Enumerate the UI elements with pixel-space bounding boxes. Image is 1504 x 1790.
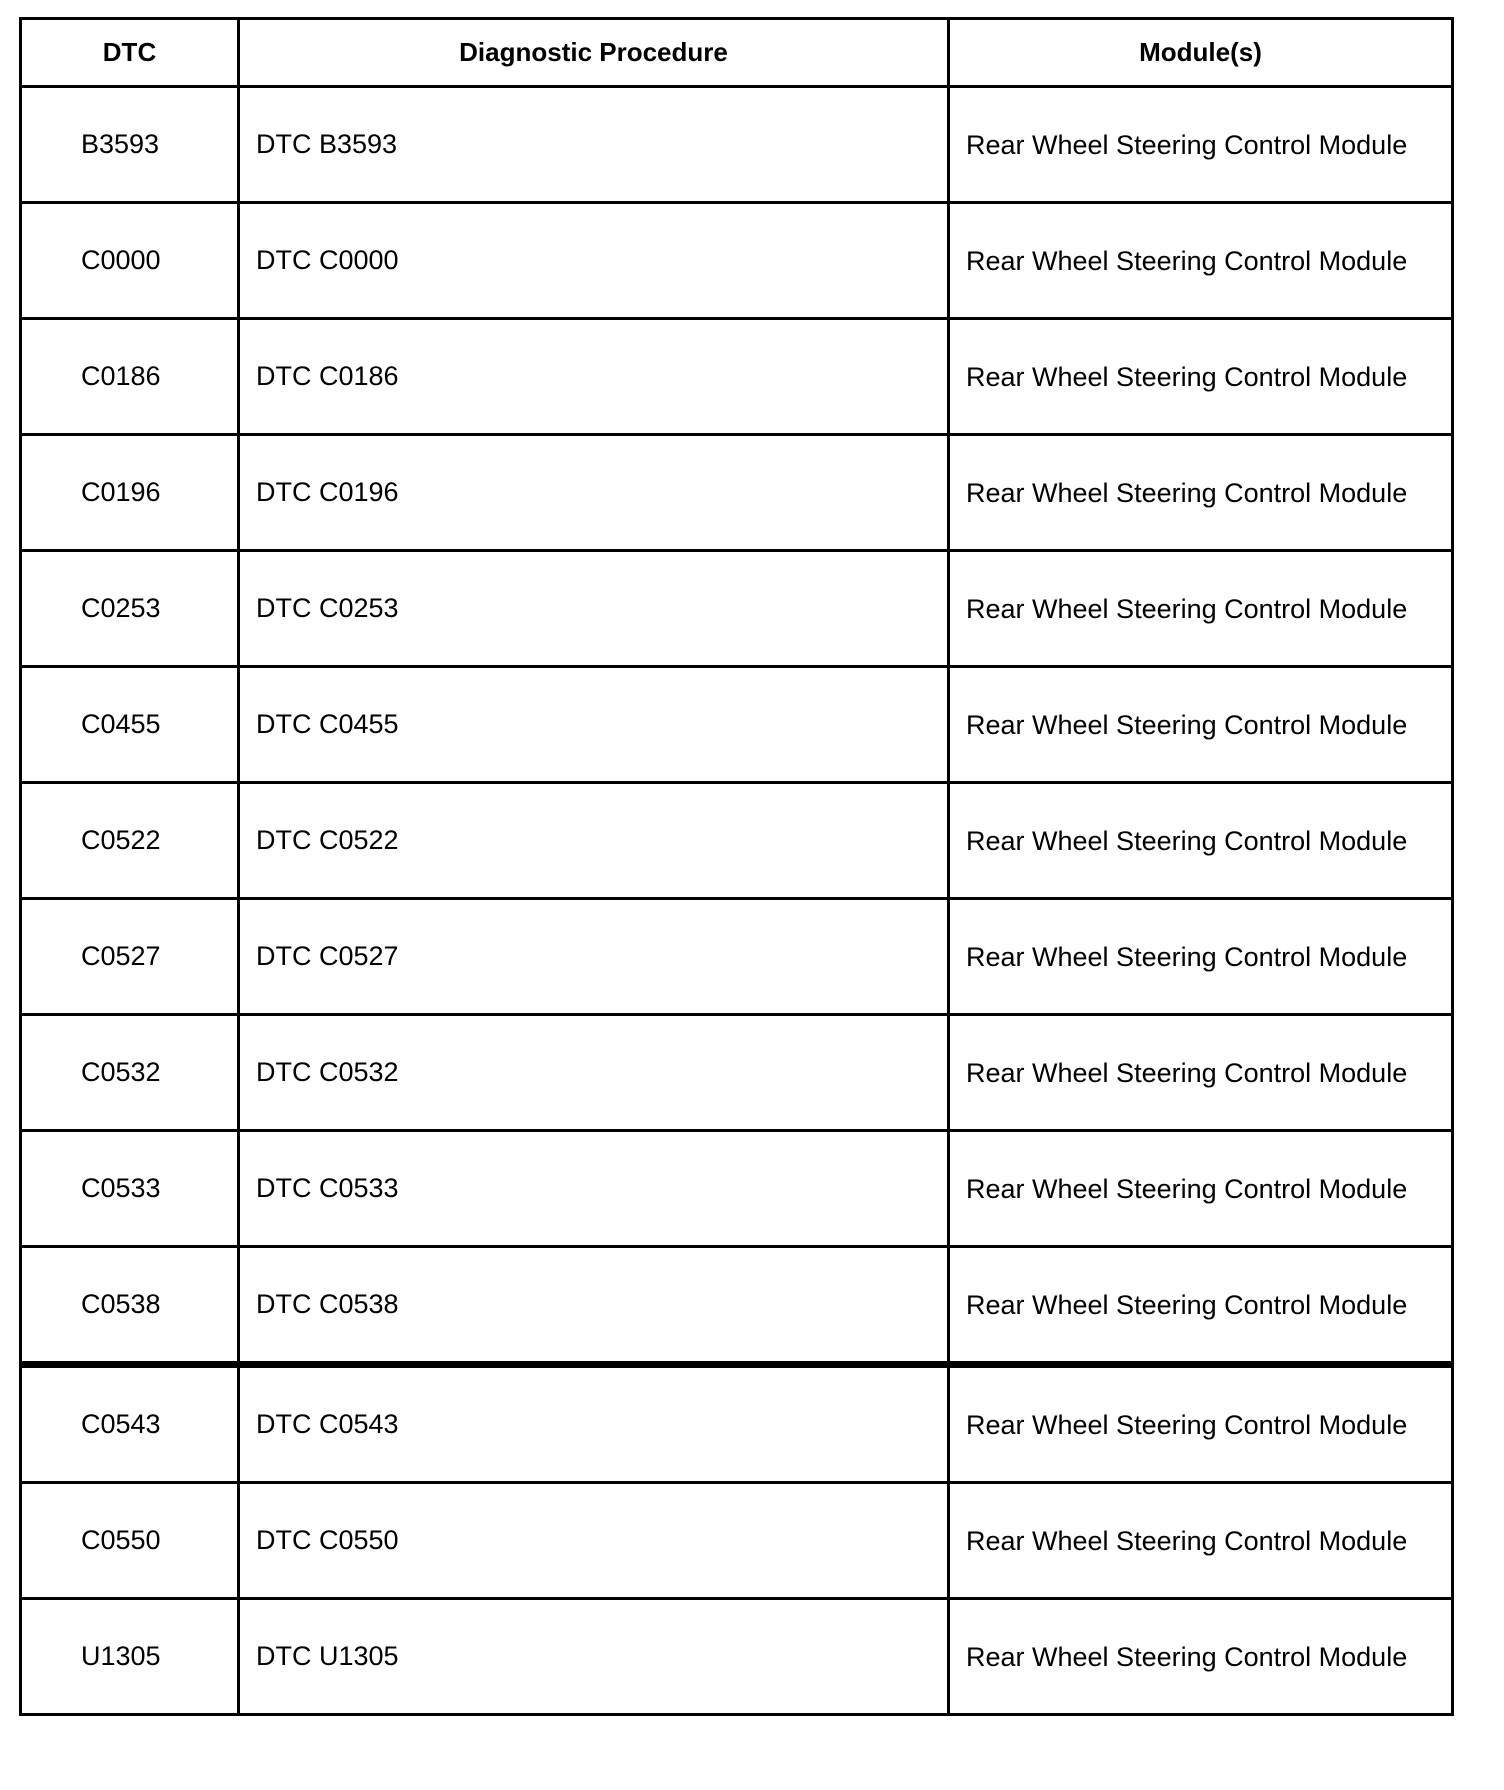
diagnostic-procedure-link[interactable]: DTC C0186 [239, 319, 949, 435]
module-name: Rear Wheel Steering Control Module [949, 435, 1453, 551]
dtc-code: C0533 [21, 1131, 239, 1247]
dtc-code: C0538 [21, 1247, 239, 1365]
module-name: Rear Wheel Steering Control Module [949, 1131, 1453, 1247]
module-name: Rear Wheel Steering Control Module [949, 899, 1453, 1015]
diagnostic-procedure-link[interactable]: DTC C0000 [239, 203, 949, 319]
table-row [21, 319, 1453, 435]
diagnostic-procedure-link[interactable]: DTC C0527 [239, 899, 949, 1015]
diagnostic-procedure-link[interactable]: DTC C0522 [239, 783, 949, 899]
header-modules: Module(s) [949, 19, 1453, 87]
table-row [21, 435, 1453, 551]
diagnostic-procedure-link[interactable]: DTC C0533 [239, 1131, 949, 1247]
module-name: Rear Wheel Steering Control Module [949, 1483, 1453, 1599]
module-name: Rear Wheel Steering Control Module [949, 203, 1453, 319]
module-name: Rear Wheel Steering Control Module [949, 1247, 1453, 1365]
diagnostic-procedure-link[interactable]: DTC C0253 [239, 551, 949, 667]
table-row [21, 899, 1453, 1015]
diagnostic-procedure-link[interactable]: DTC C0196 [239, 435, 949, 551]
table-row [21, 1365, 1453, 1483]
module-name: Rear Wheel Steering Control Module [949, 1599, 1453, 1715]
module-name: Rear Wheel Steering Control Module [949, 1015, 1453, 1131]
header-dtc: DTC [21, 19, 239, 87]
diagnostic-procedure-link[interactable]: DTC B3593 [239, 87, 949, 203]
module-name: Rear Wheel Steering Control Module [949, 667, 1453, 783]
dtc-code: C0532 [21, 1015, 239, 1131]
dtc-code: C0455 [21, 667, 239, 783]
table-row [21, 1015, 1453, 1131]
diagnostic-procedure-link[interactable]: DTC C0538 [239, 1247, 949, 1365]
dtc-code: C0186 [21, 319, 239, 435]
table-header-row [21, 19, 1453, 87]
diagnostic-procedure-link[interactable]: DTC C0532 [239, 1015, 949, 1131]
module-name: Rear Wheel Steering Control Module [949, 1365, 1453, 1483]
dtc-table [19, 17, 1454, 1716]
diagnostic-procedure-link[interactable]: DTC U1305 [239, 1599, 949, 1715]
table-row [21, 1599, 1453, 1715]
table-row [21, 203, 1453, 319]
table-row [21, 667, 1453, 783]
dtc-code: B3593 [21, 87, 239, 203]
dtc-code: C0550 [21, 1483, 239, 1599]
dtc-code: C0527 [21, 899, 239, 1015]
table-row [21, 783, 1453, 899]
header-diagnostic-procedure: Diagnostic Procedure [239, 19, 949, 87]
table-row [21, 87, 1453, 203]
diagnostic-procedure-link[interactable]: DTC C0543 [239, 1365, 949, 1483]
diagnostic-procedure-link[interactable]: DTC C0455 [239, 667, 949, 783]
dtc-code: C0196 [21, 435, 239, 551]
module-name: Rear Wheel Steering Control Module [949, 319, 1453, 435]
module-name: Rear Wheel Steering Control Module [949, 783, 1453, 899]
dtc-code: C0253 [21, 551, 239, 667]
dtc-code: C0543 [21, 1365, 239, 1483]
dtc-code: U1305 [21, 1599, 239, 1715]
module-name: Rear Wheel Steering Control Module [949, 551, 1453, 667]
diagnostic-procedure-link[interactable]: DTC C0550 [239, 1483, 949, 1599]
dtc-code: C0522 [21, 783, 239, 899]
table-row [21, 551, 1453, 667]
table-row [21, 1131, 1453, 1247]
module-name: Rear Wheel Steering Control Module [949, 87, 1453, 203]
table-row [21, 1483, 1453, 1599]
table-row [21, 1247, 1453, 1365]
dtc-code: C0000 [21, 203, 239, 319]
